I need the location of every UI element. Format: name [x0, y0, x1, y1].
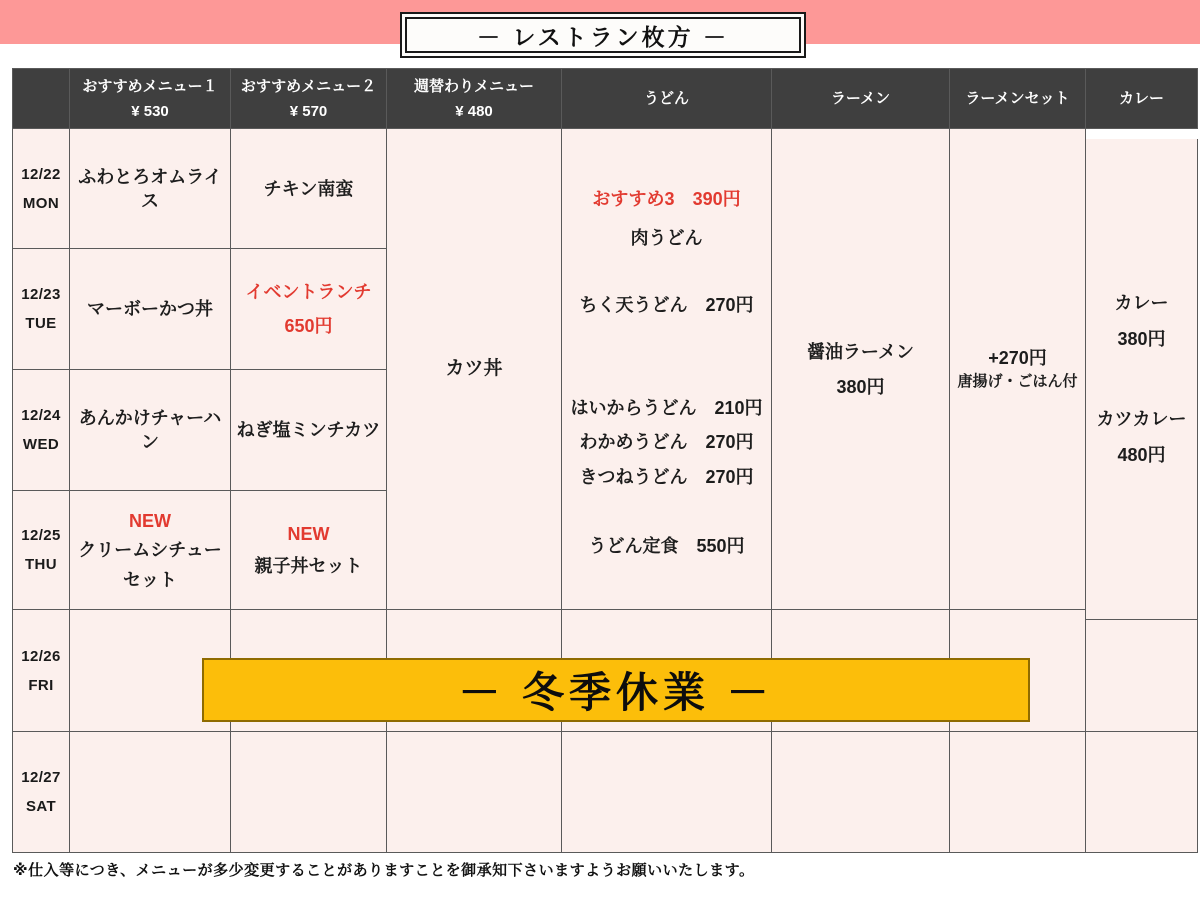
ramen-set-menu-cell	[950, 129, 1086, 610]
udon-item: ちく天うどん 270円	[579, 295, 754, 315]
katsu-curry-item: カツカレー	[1096, 409, 1187, 429]
ramen-price: 380円	[836, 376, 885, 397]
date-cell-wed	[13, 370, 70, 491]
header-ramen	[772, 69, 950, 129]
ramen-sat-empty-cell	[772, 732, 950, 853]
header-menu1	[70, 69, 231, 129]
header-menu2-label: おすすめメニュー２	[240, 77, 377, 95]
day-label: THU	[24, 556, 58, 573]
ramen-set-sat-empty-cell	[950, 732, 1086, 853]
new-badge: NEW	[287, 524, 330, 544]
header-curry-label: カレー	[1118, 90, 1164, 107]
menu1-wed-cell	[70, 370, 231, 491]
date-label: 12/26	[21, 647, 61, 665]
date-cell-tue	[13, 249, 70, 370]
curry-fri-empty-cell	[1086, 610, 1198, 732]
day-label: WED	[22, 436, 60, 453]
restaurant-title-frame	[405, 17, 801, 53]
ramen-menu-cell	[772, 129, 950, 610]
winter-closure-banner	[202, 658, 1030, 722]
weekly-sat-empty-cell	[387, 732, 562, 853]
event-lunch-price: 650円	[284, 316, 333, 336]
header-curry	[1086, 69, 1198, 129]
menu2-wed-cell	[231, 370, 387, 491]
header-ramen-set	[950, 69, 1086, 129]
menu2-mon-cell	[231, 129, 387, 249]
curry-menu-cell	[1086, 139, 1198, 620]
header-ramen-label: ラーメン	[830, 90, 891, 107]
curry-sat-empty-cell	[1086, 732, 1198, 853]
menu1-tue-cell	[70, 249, 231, 370]
day-label: MON	[22, 194, 60, 212]
weekly-menu-table	[12, 68, 1198, 853]
curry-item: カレー	[1114, 293, 1169, 313]
new-badge: NEW	[129, 510, 171, 531]
winter-closure-label: － 冬季休業 －	[458, 669, 774, 716]
header-weekly-price: ¥ 480	[455, 102, 493, 120]
date-cell-fri	[13, 610, 70, 732]
udon-item: わかめうどん 270円	[579, 432, 754, 452]
ramen-set-price: +270円	[988, 348, 1047, 368]
udon-item: はいからうどん 210円	[570, 398, 763, 418]
menu-item: あんかけチャーハン	[78, 408, 222, 452]
menu2-thu-cell	[231, 491, 387, 610]
udon-item: きつねうどん 270円	[579, 467, 754, 487]
header-udon	[562, 69, 772, 129]
restaurant-title-box	[400, 12, 806, 58]
menu-item: セット	[123, 569, 177, 590]
menu-item: クリームシチュー	[78, 539, 222, 560]
menu-item: ねぎ塩ミンチカツ	[236, 420, 381, 440]
ramen-set-detail: 唐揚げ・ごはん付	[957, 373, 1078, 390]
weekly-menu-cell	[387, 129, 562, 610]
menu-item: チキン南蛮	[263, 178, 354, 199]
day-label: TUE	[25, 315, 57, 332]
ramen-item: 醤油ラーメン	[806, 341, 915, 362]
header-ramen-set-label: ラーメンセット	[965, 90, 1070, 107]
day-label: FRI	[28, 676, 54, 694]
header-menu1-price: ¥ 530	[131, 102, 169, 120]
date-label: 12/24	[21, 407, 61, 424]
menu2-sat-empty-cell	[231, 732, 387, 853]
date-cell-thu	[13, 491, 70, 610]
day-label: SAT	[25, 798, 57, 815]
curry-price: 380円	[1117, 329, 1166, 349]
katsu-curry-price: 480円	[1117, 445, 1166, 465]
header-menu1-label: おすすめメニュー１	[82, 77, 218, 95]
header-corner-cell	[13, 69, 70, 129]
menu2-tue-cell	[231, 249, 387, 370]
date-label: 12/23	[21, 286, 61, 303]
menu-item: 親子丼セット	[254, 556, 363, 576]
header-menu2-price: ¥ 570	[289, 102, 328, 120]
date-cell-mon	[13, 129, 70, 249]
header-weekly	[387, 69, 562, 129]
menu1-mon-cell	[70, 129, 231, 249]
udon-item: うどん定食 550円	[588, 536, 745, 556]
restaurant-title: － レストラン枚方 －	[476, 23, 730, 50]
date-cell-sat	[13, 732, 70, 853]
udon-special-label: おすすめ3 390円	[592, 189, 741, 209]
udon-menu-cell	[562, 129, 772, 610]
date-label: 12/22	[21, 165, 61, 183]
header-udon-label: うどん	[643, 90, 689, 107]
menu-item: カツ丼	[445, 358, 503, 379]
menu-item: マーボーかつ丼	[87, 299, 213, 319]
footer-note: ※仕入等につき、メニューが多少変更することがありますことを御承知下さいますようお願いいたします。	[13, 862, 755, 879]
menu1-thu-cell	[70, 491, 231, 610]
menu1-sat-empty-cell	[70, 732, 231, 853]
date-label: 12/25	[21, 527, 61, 544]
date-label: 12/27	[21, 769, 61, 786]
menu-item: ふわとろオムライス	[78, 166, 222, 211]
header-weekly-label: 週替わりメニュー	[413, 77, 534, 95]
udon-special-item: 肉うどん	[630, 228, 703, 248]
event-lunch-label: イベントランチ	[245, 282, 372, 302]
udon-sat-empty-cell	[562, 732, 772, 853]
header-menu2	[231, 69, 387, 129]
